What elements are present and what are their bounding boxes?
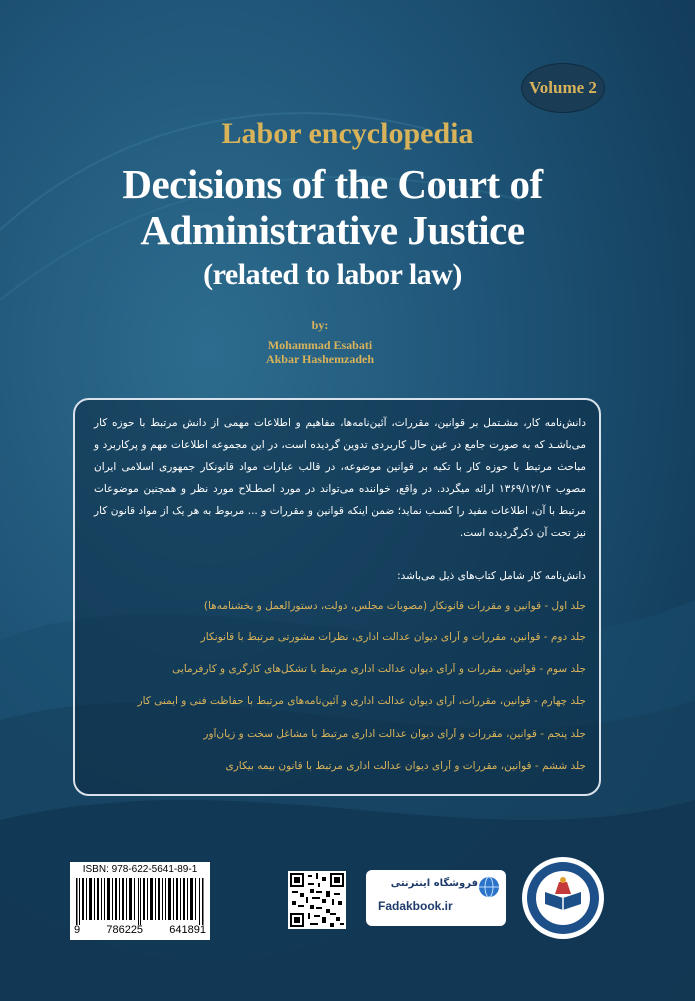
barcode-bars <box>76 878 204 925</box>
volume-list-item: جلد ششم - قوانین، مقررات و آرای دیوان عدالت اداری مرتبط با قانون بیمه بیکاری <box>225 760 586 772</box>
volume-list-item: جلد پنجم - قوانین، مقررات و آرای دیوان عدالت اداری مرتبط با مشاغل سخت و زیان‌آور <box>203 728 586 740</box>
qr-code <box>288 871 346 929</box>
author-1: Mohammad Esabati <box>267 338 373 352</box>
isbn-digit-group: 641891 <box>169 924 206 936</box>
volume-list-item: جلد اول - قوانین و مقررات قانونکار (مصوبات مجلس، دولت، دستورالعمل و بخشنامه‌ها) <box>203 600 586 612</box>
description-paragraph: دانش‌نامه کار، مشـتمل بر قوانین، مقررات، آئین‌نامه‌ها، مفاهیم و اطلاعات مهمی از دانش مرتبط با حوزه کار می‌باشـد که به صورت جامع در عین حال کاربردی تدوین گردیده است، در این مجموعه اطلاعات مهم و پرکاربرد و مباحث مرتبط با حوزه کار با تکیه بر قوانین موضوعه، در قالب عبارات مواد قانونکار جمهوری اسلامی ایران مصوب ۱۳۶۹/۱۲/۱۴ ارائه میگردد. در واقع، خواننده می‌تواند در مورد اصطـلاح مورد نظر و همچنین موضوعات مرتبط با آن، اطلاعات مفید را کسـب نماید؛ ضمن اینکه قوانین و مقررات و ... مربوط به هر یک از مواد قانون کار نیز تحت آن ذکرگردیده است. <box>94 417 586 539</box>
volumes-list-heading: دانش‌نامه کار شامل کتاب‌های ذیل می‌باشد: <box>397 570 586 582</box>
volume-list-item: جلد دوم - قوانین، مقررات و آرای دیوان عدالت اداری، نظرات مشورتی مرتبط با قانونکار <box>200 631 586 643</box>
online-shop-banner <box>366 870 506 926</box>
shop-url: Fadakbook.ir <box>378 899 453 913</box>
book-title-line-2: Administrative Justice <box>140 207 525 253</box>
isbn-label: ISBN: 978-622-5641-89-1 <box>82 864 198 875</box>
book-title-line-3: (related to labor law) <box>203 258 462 291</box>
series-title: Labor encyclopedia <box>221 117 474 150</box>
author-2: Akbar Hashemzadeh <box>265 352 375 366</box>
by-label: by: <box>311 318 329 332</box>
publisher-logo-icon <box>521 856 605 940</box>
globe-icon <box>478 876 500 898</box>
book-title-line-1: Decisions of the Court of <box>122 161 543 207</box>
volume-list-item: جلد چهارم - قوانین، مقررات، آرای دیوان عدالت اداری و آئین‌نامه‌های مرتبط با حفاظت فنی و ایمنی کار <box>137 695 586 707</box>
isbn-digit-group: 786225 <box>106 924 144 936</box>
volume-list-item: جلد سوم - قوانین، مقررات و آرای دیوان عدالت اداری مرتبط با تشکل‌های کارگری و کارفرمایی <box>172 663 586 675</box>
isbn-barcode <box>70 862 210 940</box>
volume-badge: Volume 2 <box>521 63 605 113</box>
isbn-digit-group: 9 <box>74 924 81 936</box>
isbn-digits <box>70 924 210 936</box>
shop-name: فروشگاه اینترنتی <box>390 878 478 889</box>
